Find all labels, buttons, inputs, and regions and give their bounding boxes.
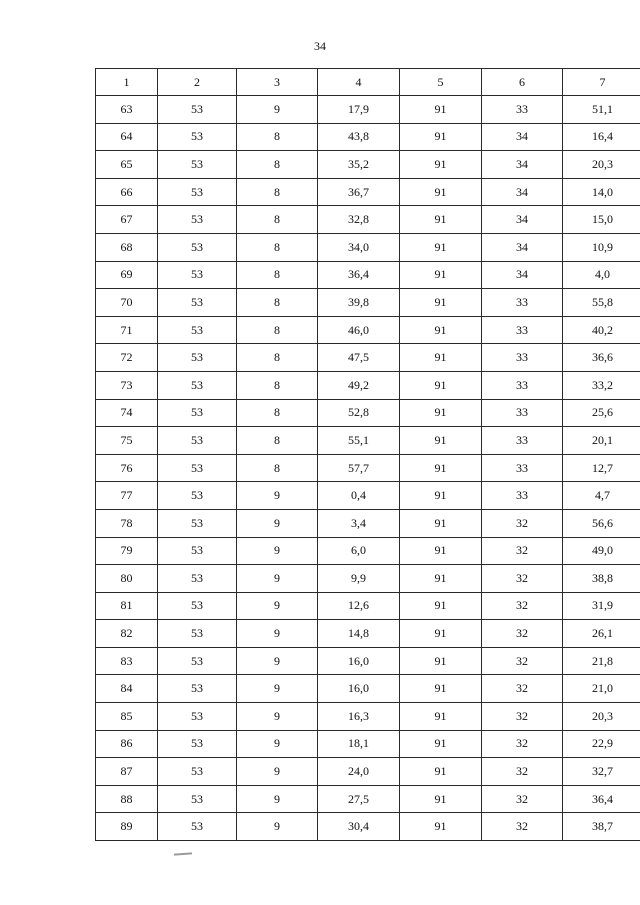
table-cell: 32 [482, 565, 563, 593]
table-row [96, 785, 640, 813]
page-number: 34 [314, 39, 326, 53]
table-cell: 85 [96, 703, 158, 731]
table-cell: 84 [96, 675, 158, 703]
table-cell: 53 [158, 178, 237, 206]
table-cell: 8 [237, 178, 318, 206]
table-cell: 91 [400, 592, 482, 620]
column-header: 7 [563, 69, 640, 96]
table-cell: 8 [237, 123, 318, 151]
table-row [96, 537, 640, 565]
table-cell: 70 [96, 289, 158, 317]
table-cell: 34,0 [318, 233, 400, 261]
table-cell: 9 [237, 96, 318, 124]
table-cell: 33 [482, 289, 563, 317]
table-cell: 20,1 [563, 427, 640, 455]
table-cell: 34 [482, 233, 563, 261]
table-cell: 78 [96, 509, 158, 537]
table-cell: 91 [400, 509, 482, 537]
table-cell: 33 [482, 454, 563, 482]
table-cell: 53 [158, 371, 237, 399]
table-cell: 91 [400, 233, 482, 261]
table-cell: 20,3 [563, 703, 640, 731]
table-cell: 22,9 [563, 730, 640, 758]
table-cell: 57,7 [318, 454, 400, 482]
table-cell: 32,8 [318, 206, 400, 234]
table-cell: 18,1 [318, 730, 400, 758]
table-cell: 16,4 [563, 123, 640, 151]
table-cell: 91 [400, 96, 482, 124]
table-cell: 91 [400, 785, 482, 813]
table-row [96, 620, 640, 648]
table-cell: 91 [400, 289, 482, 317]
table-cell: 33 [482, 316, 563, 344]
table-cell: 9 [237, 592, 318, 620]
table-cell: 8 [237, 316, 318, 344]
table-cell: 9 [237, 620, 318, 648]
table-cell: 34 [482, 178, 563, 206]
table-cell: 53 [158, 96, 237, 124]
table-cell: 9 [237, 758, 318, 786]
table-cell: 86 [96, 730, 158, 758]
table-row [96, 813, 640, 841]
table-cell: 38,8 [563, 565, 640, 593]
table-cell: 9 [237, 565, 318, 593]
table-cell: 16,0 [318, 675, 400, 703]
table-cell: 12,6 [318, 592, 400, 620]
table-cell: 32 [482, 703, 563, 731]
table-cell: 53 [158, 703, 237, 731]
table-cell: 53 [158, 675, 237, 703]
table-cell: 34 [482, 261, 563, 289]
table-cell: 36,6 [563, 344, 640, 372]
table-cell: 9 [237, 675, 318, 703]
table-cell: 52,8 [318, 399, 400, 427]
table-cell: 26,1 [563, 620, 640, 648]
table-cell: 91 [400, 620, 482, 648]
table-row [96, 233, 640, 261]
table-cell: 32,7 [563, 758, 640, 786]
table-cell: 33,2 [563, 371, 640, 399]
table-cell: 91 [400, 427, 482, 455]
table-row [96, 371, 640, 399]
table-cell: 8 [237, 151, 318, 179]
table-cell: 33 [482, 482, 563, 510]
table-cell: 91 [400, 344, 482, 372]
table-row [96, 565, 640, 593]
table-cell: 68 [96, 233, 158, 261]
scan-mark [174, 852, 192, 855]
table-cell: 66 [96, 178, 158, 206]
table-cell: 36,4 [563, 785, 640, 813]
table-cell: 56,6 [563, 509, 640, 537]
table-cell: 17,9 [318, 96, 400, 124]
table-cell: 74 [96, 399, 158, 427]
column-header: 5 [400, 69, 482, 96]
table-cell: 8 [237, 399, 318, 427]
table-cell: 33 [482, 427, 563, 455]
column-header: 2 [158, 69, 237, 96]
table-cell: 16,3 [318, 703, 400, 731]
table-cell: 91 [400, 123, 482, 151]
table-cell: 9 [237, 703, 318, 731]
table-cell: 53 [158, 537, 237, 565]
table-cell: 32 [482, 509, 563, 537]
table-row [96, 730, 640, 758]
table-cell: 91 [400, 675, 482, 703]
table-cell: 53 [158, 123, 237, 151]
table-cell: 91 [400, 703, 482, 731]
table-cell: 63 [96, 96, 158, 124]
table-cell: 8 [237, 427, 318, 455]
table-cell: 32 [482, 785, 563, 813]
data-table [95, 68, 640, 841]
table-cell: 24,0 [318, 758, 400, 786]
table-cell: 8 [237, 233, 318, 261]
table-cell: 9 [237, 647, 318, 675]
table-cell: 10,9 [563, 233, 640, 261]
table-cell: 80 [96, 565, 158, 593]
table-row [96, 344, 640, 372]
table-cell: 8 [237, 344, 318, 372]
table-cell: 9 [237, 482, 318, 510]
table-cell: 25,6 [563, 399, 640, 427]
table-cell: 71 [96, 316, 158, 344]
table-row [96, 289, 640, 317]
table-cell: 91 [400, 537, 482, 565]
table-cell: 4,0 [563, 261, 640, 289]
table-cell: 65 [96, 151, 158, 179]
table-cell: 33 [482, 344, 563, 372]
table-cell: 53 [158, 151, 237, 179]
table-cell: 91 [400, 565, 482, 593]
table-cell: 53 [158, 206, 237, 234]
table-cell: 9 [237, 785, 318, 813]
table-cell: 15,0 [563, 206, 640, 234]
table-cell: 8 [237, 289, 318, 317]
table-header [96, 69, 640, 96]
table-cell: 53 [158, 289, 237, 317]
table-cell: 91 [400, 758, 482, 786]
table-cell: 69 [96, 261, 158, 289]
table-cell: 53 [158, 620, 237, 648]
table-cell: 32 [482, 813, 563, 841]
table-row [96, 647, 640, 675]
table-cell: 91 [400, 454, 482, 482]
table-cell: 53 [158, 592, 237, 620]
table-cell: 53 [158, 509, 237, 537]
table-cell: 33 [482, 399, 563, 427]
table-cell: 55,1 [318, 427, 400, 455]
table-cell: 91 [400, 482, 482, 510]
table-row [96, 509, 640, 537]
table-cell: 35,2 [318, 151, 400, 179]
table-cell: 53 [158, 316, 237, 344]
table-cell: 32 [482, 537, 563, 565]
table-cell: 51,1 [563, 96, 640, 124]
table-cell: 91 [400, 178, 482, 206]
table-cell: 47,5 [318, 344, 400, 372]
table-cell: 53 [158, 399, 237, 427]
table-row [96, 206, 640, 234]
header-row [96, 69, 640, 96]
table-cell: 9 [237, 813, 318, 841]
table-row [96, 454, 640, 482]
table-cell: 75 [96, 427, 158, 455]
table-cell: 8 [237, 261, 318, 289]
table-cell: 91 [400, 730, 482, 758]
table-cell: 81 [96, 592, 158, 620]
table-row [96, 261, 640, 289]
table-cell: 91 [400, 316, 482, 344]
table-cell: 36,4 [318, 261, 400, 289]
table-cell: 40,2 [563, 316, 640, 344]
table-cell: 46,0 [318, 316, 400, 344]
table-cell: 36,7 [318, 178, 400, 206]
table-cell: 38,7 [563, 813, 640, 841]
column-header: 3 [237, 69, 318, 96]
table-cell: 49,0 [563, 537, 640, 565]
table-cell: 91 [400, 206, 482, 234]
table-row [96, 482, 640, 510]
table-cell: 32 [482, 758, 563, 786]
table-cell: 43,8 [318, 123, 400, 151]
table-cell: 32 [482, 730, 563, 758]
table-cell: 9 [237, 509, 318, 537]
table-cell: 88 [96, 785, 158, 813]
table-cell: 33 [482, 371, 563, 399]
table-row [96, 123, 640, 151]
table-cell: 53 [158, 730, 237, 758]
table-cell: 53 [158, 565, 237, 593]
table-cell: 53 [158, 785, 237, 813]
column-header: 4 [318, 69, 400, 96]
table-row [96, 675, 640, 703]
column-header: 6 [482, 69, 563, 96]
table-cell: 91 [400, 151, 482, 179]
table-row [96, 316, 640, 344]
table-body [96, 96, 640, 841]
table-cell: 53 [158, 261, 237, 289]
table-cell: 6,0 [318, 537, 400, 565]
table-cell: 91 [400, 647, 482, 675]
table-cell: 49,2 [318, 371, 400, 399]
table-cell: 12,7 [563, 454, 640, 482]
table-cell: 34 [482, 151, 563, 179]
table-cell: 9 [237, 730, 318, 758]
table-cell: 16,0 [318, 647, 400, 675]
table-cell: 30,4 [318, 813, 400, 841]
table-cell: 55,8 [563, 289, 640, 317]
table-cell: 89 [96, 813, 158, 841]
table-cell: 53 [158, 482, 237, 510]
table-cell: 91 [400, 399, 482, 427]
table-cell: 8 [237, 454, 318, 482]
table-cell: 73 [96, 371, 158, 399]
table-cell: 21,0 [563, 675, 640, 703]
table-cell: 8 [237, 206, 318, 234]
table-row [96, 178, 640, 206]
table-cell: 83 [96, 647, 158, 675]
table-cell: 53 [158, 647, 237, 675]
table-cell: 31,9 [563, 592, 640, 620]
table-row [96, 399, 640, 427]
table-cell: 32 [482, 620, 563, 648]
table-cell: 14,8 [318, 620, 400, 648]
table-cell: 3,4 [318, 509, 400, 537]
table-cell: 64 [96, 123, 158, 151]
table-cell: 34 [482, 123, 563, 151]
table-cell: 82 [96, 620, 158, 648]
table-cell: 53 [158, 233, 237, 261]
table-cell: 9 [237, 537, 318, 565]
table-cell: 53 [158, 454, 237, 482]
table-cell: 27,5 [318, 785, 400, 813]
table-cell: 33 [482, 96, 563, 124]
table-cell: 91 [400, 261, 482, 289]
table-cell: 4,7 [563, 482, 640, 510]
table-cell: 39,8 [318, 289, 400, 317]
table-cell: 79 [96, 537, 158, 565]
table-row [96, 592, 640, 620]
table-cell: 9,9 [318, 565, 400, 593]
table-cell: 14,0 [563, 178, 640, 206]
table-cell: 21,8 [563, 647, 640, 675]
table-cell: 91 [400, 371, 482, 399]
table-row [96, 427, 640, 455]
table-cell: 67 [96, 206, 158, 234]
table-cell: 77 [96, 482, 158, 510]
table-cell: 87 [96, 758, 158, 786]
table-cell: 32 [482, 592, 563, 620]
table-cell: 20,3 [563, 151, 640, 179]
table-cell: 53 [158, 813, 237, 841]
table-cell: 91 [400, 813, 482, 841]
table-row [96, 151, 640, 179]
table-cell: 53 [158, 427, 237, 455]
table-cell: 0,4 [318, 482, 400, 510]
table-cell: 8 [237, 371, 318, 399]
table-cell: 32 [482, 647, 563, 675]
table-cell: 53 [158, 758, 237, 786]
table-cell: 72 [96, 344, 158, 372]
table-cell: 76 [96, 454, 158, 482]
table-row [96, 758, 640, 786]
table-cell: 32 [482, 675, 563, 703]
table-cell: 34 [482, 206, 563, 234]
column-header: 1 [96, 69, 158, 96]
table-row [96, 96, 640, 124]
table-cell: 53 [158, 344, 237, 372]
table-row [96, 703, 640, 731]
